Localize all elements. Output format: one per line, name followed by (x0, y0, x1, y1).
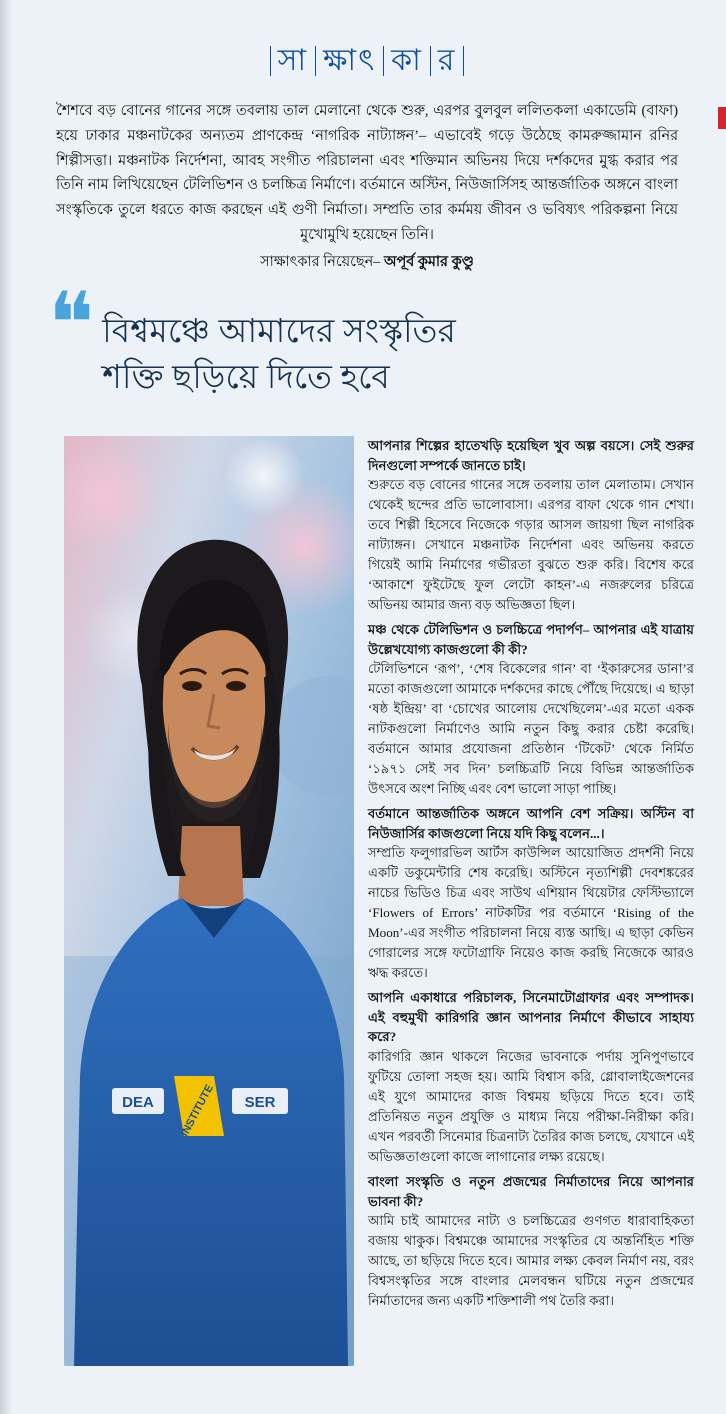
svg-text:INSTITUTE: INSTITUTE (178, 1082, 216, 1139)
answer: টেলিভিশনে ‘রূপ’, ‘শেষ বিকেলের গান’ বা ‘ইকারুসের ডানা’র মতো কাজগুলো আমাকে দর্শকদের কাছে পৌঁছে দিয়েছে। এ ছাড়া ‘ষষ্ঠ ইন্দ্রিয়’ বা ‘চোখের আলোয় দেখেছিলেম’-এর মতো একক নাটকগুলো নির্মাণেও আমি নতুন কিছু করার চেষ্টা করেছি। বর্তমানে আমার প্রযোজনা প্রতিষ্ঠান ‘টিকেট’ থেকে নির্মিত ‘১৯৭১ সেই সব দিন’ চলচ্চিত্রটি নিয়ে বিভিন্ন আন্তর্জাতিক উৎসবে অংশ নিচ্ছি এবং বেশ ভালো সাড়া পাচ্ছি। (368, 661, 694, 796)
masthead-char-2: ক্ষাৎ (323, 44, 377, 77)
interview-text-column (368, 436, 694, 1366)
question: বাংলা সংস্কৃতি ও নতুন প্রজন্মের নির্মাতাদের নিয়ে আপনার ভাবনা কী? (368, 1173, 694, 1209)
masthead-char-1: সা (277, 44, 309, 77)
masthead-title (263, 36, 472, 87)
headline-block (22, 274, 712, 431)
question: আপনি একাধারে পরিচালক, সিনেমাটোগ্রাফার এবং সম্পাদক। এই বহুমুখী কারিগরি জ্ঞান আপনার নির্মাণে কীভাবে সাহায্য করে? (368, 989, 694, 1045)
page-gutter (0, 0, 14, 1414)
masthead-divider (270, 46, 271, 76)
question: মঞ্চ থেকে টেলিভিশন ও চলচ্চিত্রে পদার্পণ– আপনার এই যাত্রায় উল্লেখযোগ্য কাজগুলো কী কী? (368, 621, 694, 657)
masthead-divider (383, 46, 384, 76)
section-masthead (22, 10, 712, 95)
answer: আমি চাই আমাদের নাট্য ও চলচ্চিত্রের গুণগত ধারাবাহিকতা বজায় থাকুক। বিশ্বমঞ্চে আমাদের সংস্কৃতির যে অন্তর্নিহিত শক্তি আছে, তা ছড়িয়ে দিতে হবে। আমার লক্ষ্য কেবল নির্মাণ নয়, বরং বিশ্বসংস্কৃতির সঙ্গে বাংলার মেলবন্ধন ঘটিয়ে নতুন প্রজন্মের নির্মাতাদের জন্য একটি শক্তিশালী পথ তৈরি করা। (368, 1213, 694, 1309)
portrait-illustration (64, 436, 354, 1366)
intro-paragraph: শৈশবে বড় বোনের গানের সঙ্গে তবলায় তাল মেলানো থেকে শুরু, এরপর বুলবুল ললিতকলা একাডেমি (বাফা) হয়ে ঢাকার মঞ্চনাটকের অন্যতম প্রাণকেন্দ্র ‘নাগরিক নাট্যাঙ্গন’– এভাবেই গড়ে উঠেছে কামরুজ্জামান রনির শিল্পীসত্তা। মঞ্চনাটক নির্দেশনা, আবহ সংগীত পরিচালনা এবং শক্তিমান অভিনয় দিয়ে দর্শকদের মুগ্ধ করার পর তিনি নাম লিখিয়েছেন টেলিভিশন ও চলচ্চিত্র নির্মাণে। বর্তমানে অস্টিন, নিউজার্সিসহ আন্তর্জাতিক অঙ্গনে বাংলা সংস্কৃতিকে তুলে ধরতে কাজ করছেন এই গুণী নির্মাতা। সম্প্রতি তার কর্মময় জীবন ও ভবিষ্যৎ পরিকল্পনা নিয়ে মুখোমুখি হয়েছেন তিনি। (56, 103, 678, 243)
headline-line-1: বিশ্বমঞ্চে আমাদের সংস্কৃতির (102, 314, 456, 351)
svg-text:SER: SER (244, 1093, 276, 1111)
headline-line-2: শক্তি ছড়িয়ে দিতে হবে (102, 360, 390, 396)
masthead-divider (315, 46, 316, 76)
portrait-photo (64, 436, 354, 1366)
byline-prefix: সাক্ষাৎকার নিয়েছেন– (260, 253, 381, 270)
byline-author: অপূর্ব কুমার কুণ্ডু (383, 253, 474, 270)
red-edge-marker (718, 107, 726, 129)
quote-mark-icon: ❝ (48, 276, 95, 373)
masthead-char-3: কা (391, 44, 423, 77)
answer: সম্প্রতি ফলুগারভিল আর্টস কাউন্সিল আয়োজিত প্রদর্শনী নিয়ে একটি ডকুমেন্টারি শেষ করেছি। অস্টিনে নৃত্যশিল্পী দেবশঙ্করের নাচের ভিডিও চিত্র এবং সাউথ এশিয়ান থিয়েটার ফেস্টিভ্যালে ‘Flowers of Errors’ নাটকটির পর বর্তমানে ‘Rising of the Moon’-এর সংগীত পরিচালনা নিয়ে ব্যস্ত আছি। এ ছাড়া কেভিন গোরালের সঙ্গে ফটোগ্রাফি নিয়েও কাজ করছি নিজেকে আরও ঋদ্ধ করতে। (368, 845, 694, 980)
question: বর্তমানে আন্তর্জাতিক অঙ্গনে আপনি বেশ সক্রিয়। অস্টিন বা নিউজার্সির কাজগুলো নিয়ে যদি কিছু বলেন...। (368, 805, 694, 841)
answer: কারিগরি জ্ঞান থাকলে নিজের ভাবনাকে পর্দায় সুনিপুণভাবে ফুটিয়ে তোলা সহজ হয়। আমি বিশ্বাস করি, গ্লোবালাইজেশনের এই যুগে আমাদের কাজ বিশ্বময় ছড়িয়ে দিতে হবে। তাই প্রতিনিয়ত নতুন প্রযুক্তি ও মাধ্যম নিয়ে পরীক্ষা-নিরীক্ষা করি। এখন পরবর্তী সিনেমার চিত্রনাট্য তৈরির কাজ চলছে, যেখানে এই অভিজ্ঞতাগুলো কাজে লাগানোর লক্ষ্য রয়েছে। (368, 1049, 694, 1164)
masthead-divider (430, 46, 431, 76)
question: আপনার শিল্পের হাতেখড়ি হয়েছিল খুব অল্প বয়সে। সেই শুরুর দিনগুলো সম্পর্কে জানতে চাই। (368, 437, 694, 473)
article-body (22, 432, 712, 1366)
masthead-char-4: র (437, 44, 457, 77)
intro-standfirst (22, 95, 712, 274)
masthead-divider (463, 46, 464, 76)
byline (56, 250, 678, 275)
svg-text:DEA: DEA (122, 1093, 154, 1111)
page-title (102, 310, 456, 401)
answer: শুরুতে বড় বোনের গানের সঙ্গে তবলায় তাল মেলাতাম। সেখান থেকেই ছন্দের প্রতি ভালোবাসা। এরপর বাফা থেকে গান শেখা। তবে শিল্পী হিসেবে নিজেকে গড়ার আসল জায়গা ছিল নাগরিক নাট্যাঙ্গন। সেখানে মঞ্চনাটক নির্দেশনা এবং অভিনয় করতে গিয়েই আমি নির্মাণের গভীরতা বুঝতে শুরু করি। বিশেষ করে ‘আকাশে ফুইটেছে ফুল লেটো কাহন’-এ নজরুলের চরিত্রে অভিনয় আমার জন্য বড় অভিজ্ঞতা ছিল। (368, 477, 694, 612)
